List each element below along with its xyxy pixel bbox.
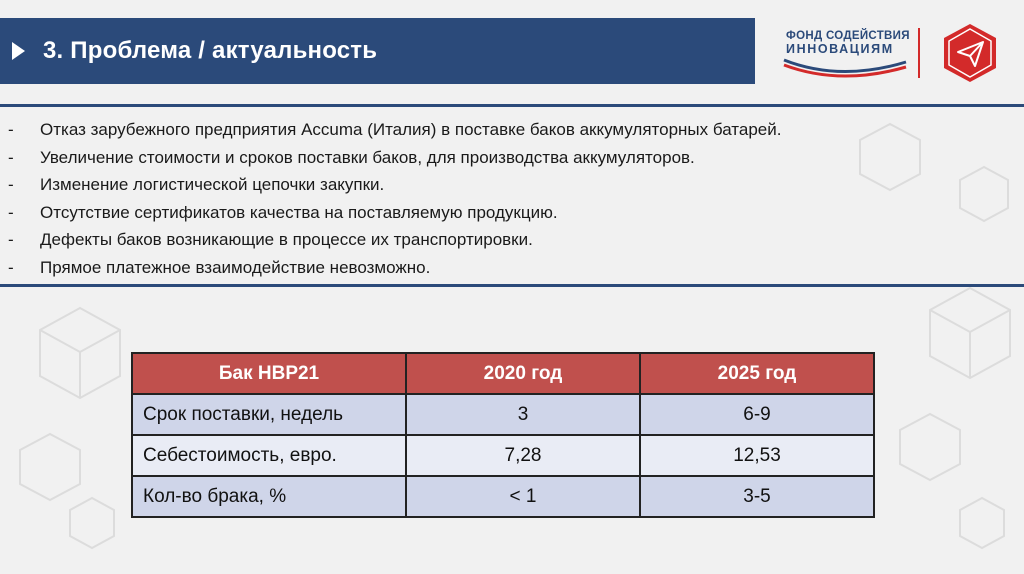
bullet-marker: -: [8, 120, 14, 139]
list-item: [8, 144, 781, 172]
cell-2025: 6-9: [640, 394, 874, 435]
row-label: Себестоимость, евро.: [132, 435, 406, 476]
list-item-text: Отсутствие сертификатов качества на поставляемую продукцию.: [40, 202, 558, 222]
cell-2020: < 1: [406, 476, 640, 517]
list-item: [8, 254, 781, 282]
divider-top: [0, 104, 1024, 107]
logo-text: [786, 30, 910, 56]
cell-2020: 7,28: [406, 435, 640, 476]
bullet-marker: -: [8, 202, 14, 222]
bullet-marker: -: [8, 147, 14, 167]
table-row: [132, 435, 874, 476]
list-item: [8, 226, 781, 254]
table-row: [132, 476, 874, 517]
cell-2025: 3-5: [640, 476, 874, 517]
list-item-text: Прямое платежное взаимодействие невозможно.: [40, 257, 431, 277]
list-item-text: Дефекты баков возникающие в процессе их транспортировки.: [40, 230, 533, 250]
column-header-2025: 2025 год: [640, 353, 874, 394]
bullet-marker: -: [8, 257, 14, 277]
list-item: [8, 171, 781, 199]
list-item-text: Увеличение стоимости и сроков поставки баков, для производства аккумуляторов.: [40, 147, 695, 167]
table-row: [132, 394, 874, 435]
list-item: [8, 199, 781, 227]
page-title: 3. Проблема / актуальность: [43, 37, 378, 64]
column-header-2020: 2020 год: [406, 353, 640, 394]
play-arrow-icon: [12, 42, 25, 60]
bullet-marker: -: [8, 230, 14, 250]
column-header-item: Бак НВР21: [132, 353, 406, 394]
logo-line-1: ФОНД СОДЕЙСТВИЯ: [786, 30, 910, 42]
row-label: Срок поставки, недель: [132, 394, 406, 435]
header-bar: [0, 18, 755, 84]
list-item-text: Изменение логистической цепочки закупки.: [40, 175, 385, 195]
logo-separator: [918, 28, 920, 78]
comparison-table: [131, 352, 875, 518]
paper-plane-badge-icon: [940, 22, 1000, 84]
row-label: Кол-во брака, %: [132, 476, 406, 517]
list-item-text: Отказ зарубежного предприятия Accuma (Италия) в поставке баков аккумуляторных батарей.: [40, 120, 782, 139]
tricolor-swoosh-icon: [780, 56, 910, 78]
fund-logo: [780, 22, 1010, 84]
divider-bottom: [0, 284, 1024, 287]
cell-2020: 3: [406, 394, 640, 435]
bullet-marker: -: [8, 175, 14, 195]
list-item: [8, 116, 781, 144]
problem-list: [8, 116, 781, 282]
logo-line-2: ИННОВАЦИЯМ: [786, 42, 894, 56]
table-header-row: [132, 353, 874, 394]
cell-2025: 12,53: [640, 435, 874, 476]
